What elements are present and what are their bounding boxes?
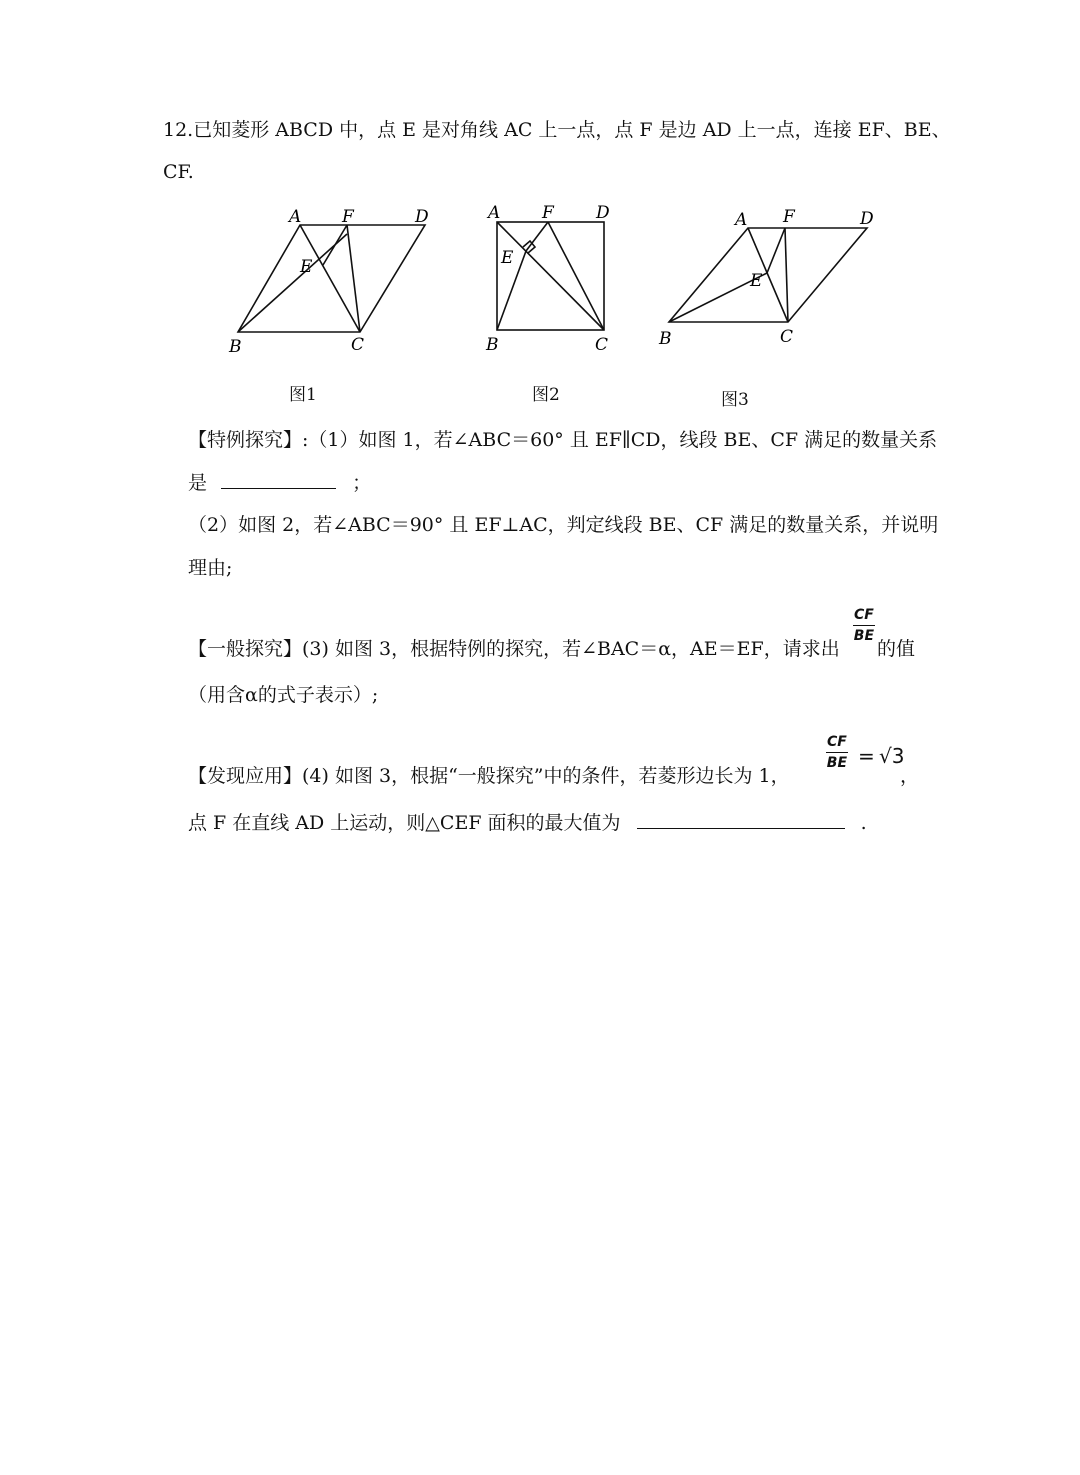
figure-2 [480, 200, 630, 360]
question-1-text-b: 是 [188, 472, 208, 494]
fig2-label-a: A [488, 203, 501, 223]
question-4-sqrt-value: √3 [879, 744, 905, 768]
question-3-text: 【一般探究】(3) 如图 3，根据特例的探究，若∠BAC＝α，AE＝EF，请求出 [188, 638, 840, 660]
fig3-label-f: F [783, 207, 795, 227]
question-4-text: 【发现应用】(4) 如图 3，根据“一般探究”中的条件，若菱形边长为 1， [188, 765, 790, 787]
question-3-fraction-denominator: BE [853, 628, 875, 644]
question-3-fraction-numerator: CF [853, 607, 875, 626]
fig2-label-c: C [595, 335, 609, 355]
fig2-label-b: B [486, 335, 499, 355]
fig3-label-b: B [659, 329, 672, 349]
question-1-text-c: ； [352, 472, 372, 494]
fig2-label-d: D [596, 203, 610, 223]
question-4-period: . [860, 812, 867, 834]
question-3-text-b: （用含α的式子表示）; [188, 684, 379, 706]
question-4-equals: = [858, 744, 875, 768]
question-4-fraction [826, 734, 848, 771]
fig1-label-c: C [351, 335, 365, 355]
problem-statement-line2: CF. [163, 161, 194, 183]
question-3-text-after: 的值 [877, 638, 916, 660]
question-4-text-b: 点 F 在直线 AD 上运动，则△CEF 面积的最大值为 [188, 812, 621, 834]
figure-2-caption: 图2 [532, 385, 560, 405]
question-1-answer-blank[interactable] [221, 470, 336, 489]
problem-statement-line1: 12.已知菱形 ABCD 中，点 E 是对角线 AC 上一点，点 F 是边 AD 上一点，连接 EF、BE、 [163, 119, 951, 141]
fig1-label-f: F [342, 207, 354, 227]
fig1-label-a: A [289, 207, 302, 227]
question-4-fraction-denominator: BE [826, 755, 848, 771]
question-2-text: （2）如图 2，若∠ABC＝90° 且 EF⊥AC，判定线段 BE、CF 满足的数量关系，并说明 [188, 514, 939, 536]
question-4-comma: ， [900, 765, 920, 787]
question-4-answer-blank[interactable] [637, 810, 845, 829]
figure-3-caption: 图3 [721, 390, 749, 410]
fig2-label-f: F [542, 203, 554, 223]
fig3-label-c: C [780, 327, 794, 347]
figure-1 [225, 200, 455, 360]
fig3-label-e: E [750, 271, 763, 291]
question-4-answer-line [188, 810, 867, 835]
fig2-label-e: E [501, 248, 514, 268]
fig1-label-b: B [229, 337, 242, 357]
question-2-text-b: 理由; [188, 557, 233, 579]
fig3-label-a: A [735, 210, 748, 230]
question-3-fraction [853, 607, 875, 644]
question-1-answer-line [188, 470, 371, 495]
fig3-label-d: D [860, 209, 874, 229]
question-4-fraction-numerator: CF [826, 734, 848, 753]
question-1-text: 【特例探究】:（1）如图 1，若∠ABC＝60° 且 EF∥CD，线段 BE、CF 满足的数量关系 [188, 429, 938, 451]
figure-3 [650, 200, 885, 360]
figure-1-caption: 图1 [289, 385, 317, 405]
fig1-label-e: E [300, 257, 313, 277]
fig1-label-d: D [415, 207, 429, 227]
